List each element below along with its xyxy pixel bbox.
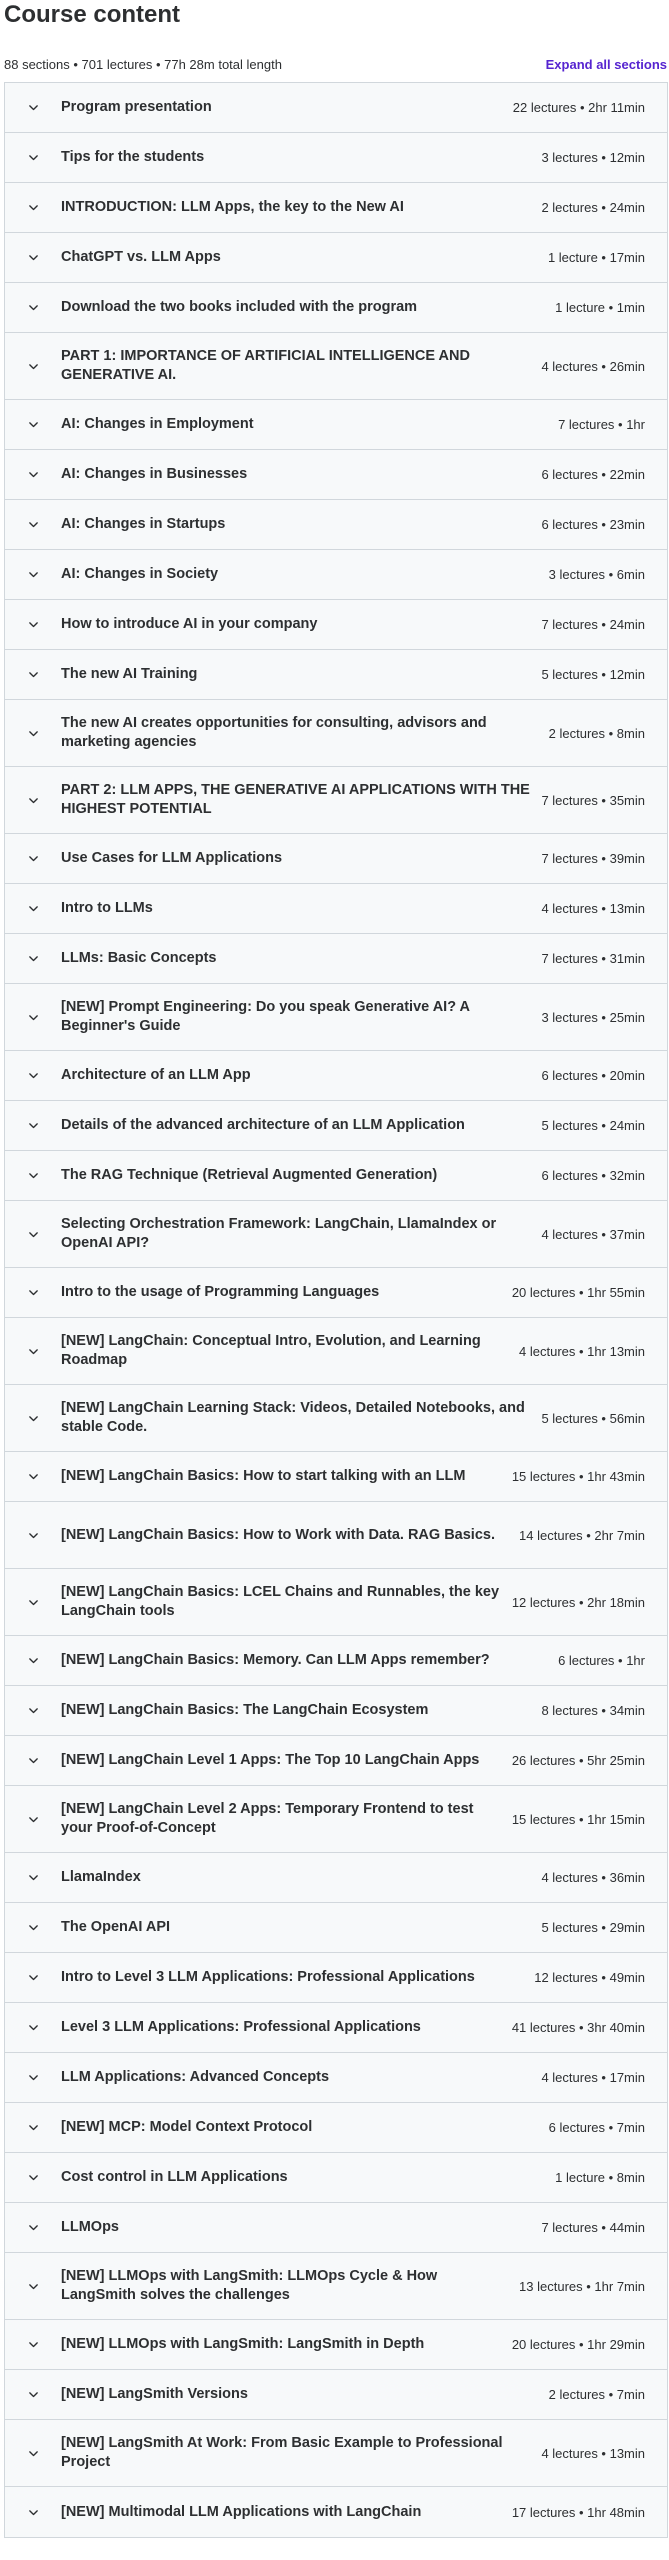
course-summary: 88 sections • 701 lectures • 77h 28m total length bbox=[4, 56, 282, 72]
section-title: AI: Changes in Startups bbox=[61, 516, 226, 532]
section-title: ChatGPT vs. LLM Apps bbox=[61, 249, 221, 265]
section-header[interactable] bbox=[5, 2370, 667, 2420]
section-meta: 7 lectures • 24min bbox=[541, 617, 645, 632]
section-header[interactable] bbox=[5, 1569, 667, 1636]
section-meta: 15 lectures • 1hr 15min bbox=[511, 1811, 645, 1827]
section-title: LlamaIndex bbox=[61, 1869, 141, 1885]
section-header[interactable] bbox=[5, 1903, 667, 1953]
section-header[interactable] bbox=[5, 1318, 667, 1385]
section-meta: 12 lectures • 2hr 18min bbox=[511, 1594, 645, 1610]
chevron-down-icon[interactable] bbox=[5, 1286, 61, 1299]
section-title: The OpenAI API bbox=[61, 1919, 171, 1935]
section-meta: 6 lectures • 20min bbox=[541, 1068, 645, 1083]
section-meta: 3 lectures • 6min bbox=[548, 567, 645, 582]
section-meta: 5 lectures • 12min bbox=[541, 667, 645, 682]
section-title: Intro to Level 3 LLM Applications: Professional Applications bbox=[61, 1969, 475, 1985]
section-title: [NEW] LangChain Basics: Memory. Can LLM Apps remember? bbox=[61, 1652, 490, 1668]
section-meta: 7 lectures • 39min bbox=[541, 851, 645, 866]
chevron-down-icon[interactable] bbox=[5, 618, 61, 631]
section-title: AI: Changes in Employment bbox=[61, 416, 254, 432]
chevron-down-icon[interactable] bbox=[5, 1529, 61, 1542]
section-header[interactable] bbox=[5, 934, 667, 984]
section-meta: 7 lectures • 35min bbox=[541, 792, 645, 808]
section-meta: 8 lectures • 34min bbox=[541, 1703, 645, 1718]
section-header[interactable] bbox=[5, 884, 667, 934]
chevron-down-icon[interactable] bbox=[5, 1971, 61, 1984]
section-meta: 2 lectures • 8min bbox=[548, 725, 645, 741]
section-header[interactable] bbox=[5, 600, 667, 650]
section-header[interactable] bbox=[5, 1736, 667, 1786]
section-title: LLMs: Basic Concepts bbox=[61, 950, 217, 966]
section-meta: 20 lectures • 1hr 55min bbox=[511, 1285, 645, 1300]
section-title: [NEW] Prompt Engineering: Do you speak Generative AI? A Beginner's Guide bbox=[61, 999, 470, 1034]
section-title: Architecture of an LLM App bbox=[61, 1067, 251, 1083]
section-title: LLM Applications: Advanced Concepts bbox=[61, 2069, 330, 2085]
section-meta: 13 lectures • 1hr 7min bbox=[519, 2278, 645, 2294]
section-meta: 3 lectures • 25min bbox=[541, 1009, 645, 1025]
section-header[interactable] bbox=[5, 1452, 667, 1502]
section-header[interactable] bbox=[5, 2420, 667, 2487]
chevron-down-icon[interactable] bbox=[5, 1119, 61, 1132]
section-title: [NEW] LangChain Level 2 Apps: Temporary Frontend to test your Proof-of-Concept bbox=[61, 1801, 474, 1836]
chevron-down-icon[interactable] bbox=[5, 1345, 61, 1358]
section-title: PART 2: LLM APPS, THE GENERATIVE AI APPLICATIONS WITH THE HIGHEST POTENTIAL bbox=[61, 782, 530, 817]
chevron-down-icon[interactable] bbox=[5, 2221, 61, 2234]
section-header[interactable] bbox=[5, 2203, 667, 2253]
chevron-down-icon[interactable] bbox=[5, 1169, 61, 1182]
section-title: [NEW] LangChain: Conceptual Intro, Evolution, and Learning Roadmap bbox=[61, 1333, 481, 1368]
chevron-down-icon[interactable] bbox=[5, 852, 61, 865]
chevron-down-icon[interactable] bbox=[5, 2388, 61, 2401]
chevron-down-icon[interactable] bbox=[5, 2071, 61, 2084]
section-meta: 12 lectures • 49min bbox=[534, 1970, 645, 1985]
chevron-down-icon[interactable] bbox=[5, 1921, 61, 1934]
section-header[interactable] bbox=[5, 283, 667, 333]
section-meta: 2 lectures • 7min bbox=[548, 2387, 645, 2402]
section-meta: 1 lecture • 1min bbox=[555, 300, 645, 315]
section-meta: 4 lectures • 36min bbox=[541, 1870, 645, 1885]
section-header[interactable] bbox=[5, 2003, 667, 2053]
chevron-down-icon[interactable] bbox=[5, 360, 61, 373]
section-header[interactable] bbox=[5, 233, 667, 283]
section-meta: 6 lectures • 22min bbox=[541, 467, 645, 482]
section-meta: 7 lectures • 1hr bbox=[558, 417, 645, 432]
chevron-down-icon[interactable] bbox=[5, 1011, 61, 1024]
chevron-down-icon[interactable] bbox=[5, 1470, 61, 1483]
section-title: [NEW] LangChain Basics: How to start talking with an LLM bbox=[61, 1468, 466, 1484]
chevron-down-icon[interactable] bbox=[5, 418, 61, 431]
section-meta: 4 lectures • 26min bbox=[541, 358, 645, 374]
expand-all-sections-button[interactable]: Expand all sections bbox=[545, 56, 667, 72]
chevron-down-icon[interactable] bbox=[5, 151, 61, 164]
page-title: Course content bbox=[4, 1, 181, 28]
chevron-down-icon[interactable] bbox=[5, 468, 61, 481]
chevron-down-icon[interactable] bbox=[5, 2121, 61, 2134]
section-title: The RAG Technique (Retrieval Augmented Generation) bbox=[61, 1167, 438, 1183]
section-meta: 6 lectures • 7min bbox=[548, 2120, 645, 2135]
section-meta: 4 lectures • 37min bbox=[541, 1226, 645, 1242]
section-meta: 7 lectures • 31min bbox=[541, 951, 645, 966]
section-title: [NEW] LLMOps with LangSmith: LLMOps Cycle & How LangSmith solves the challenges bbox=[61, 2268, 438, 2303]
section-header[interactable] bbox=[5, 550, 667, 600]
section-meta: 17 lectures • 1hr 48min bbox=[511, 2504, 645, 2520]
section-title: AI: Changes in Businesses bbox=[61, 466, 248, 482]
section-header[interactable] bbox=[5, 400, 667, 450]
chevron-down-icon[interactable] bbox=[5, 101, 61, 114]
section-meta: 1 lecture • 8min bbox=[555, 2170, 645, 2185]
chevron-down-icon[interactable] bbox=[5, 2338, 61, 2351]
section-header[interactable] bbox=[5, 500, 667, 550]
section-header[interactable] bbox=[5, 333, 667, 400]
chevron-down-icon[interactable] bbox=[5, 301, 61, 314]
section-header[interactable] bbox=[5, 1636, 667, 1686]
chevron-down-icon[interactable] bbox=[5, 727, 61, 740]
section-header[interactable] bbox=[5, 133, 667, 183]
chevron-down-icon[interactable] bbox=[5, 201, 61, 214]
section-meta: 5 lectures • 24min bbox=[541, 1118, 645, 1133]
section-header[interactable] bbox=[5, 650, 667, 700]
chevron-down-icon[interactable] bbox=[5, 2171, 61, 2184]
section-header[interactable] bbox=[5, 1853, 667, 1903]
section-title: Use Cases for LLM Applications bbox=[61, 850, 283, 866]
chevron-down-icon[interactable] bbox=[5, 518, 61, 531]
chevron-down-icon[interactable] bbox=[5, 2021, 61, 2034]
chevron-down-icon[interactable] bbox=[5, 952, 61, 965]
section-meta: 14 lectures • 2hr 7min bbox=[519, 1527, 645, 1543]
section-title: Selecting Orchestration Framework: LangChain, LlamaIndex or OpenAI API? bbox=[61, 1216, 497, 1251]
section-title: Program presentation bbox=[61, 99, 212, 115]
section-header[interactable] bbox=[5, 2253, 667, 2320]
section-title: AI: Changes in Society bbox=[61, 566, 219, 582]
course-summary-row bbox=[0, 52, 669, 76]
chevron-down-icon[interactable] bbox=[5, 1654, 61, 1667]
section-title: [NEW] LangChain Basics: LCEL Chains and Runnables, the key LangChain tools bbox=[61, 1584, 500, 1619]
section-title: [NEW] LangSmith Versions bbox=[61, 2386, 248, 2402]
chevron-down-icon[interactable] bbox=[5, 2280, 61, 2293]
chevron-down-icon[interactable] bbox=[5, 568, 61, 581]
section-header[interactable] bbox=[5, 450, 667, 500]
section-header[interactable] bbox=[5, 1786, 667, 1853]
section-title: Details of the advanced architecture of an LLM Application bbox=[61, 1117, 465, 1133]
section-header[interactable] bbox=[5, 1051, 667, 1101]
section-title: PART 1: IMPORTANCE OF ARTIFICIAL INTELLIGENCE AND GENERATIVE AI. bbox=[61, 348, 470, 383]
section-header[interactable] bbox=[5, 1502, 667, 1569]
section-title: [NEW] LangChain Level 1 Apps: The Top 10 LangChain Apps bbox=[61, 1752, 480, 1768]
section-title: Intro to LLMs bbox=[61, 900, 153, 916]
section-meta: 41 lectures • 3hr 40min bbox=[511, 2020, 645, 2035]
section-title: [NEW] LangChain Basics: How to Work with Data. RAG Basics. bbox=[61, 1526, 495, 1543]
section-header[interactable] bbox=[5, 767, 667, 834]
section-title: [NEW] MCP: Model Context Protocol bbox=[61, 2119, 313, 2135]
section-header[interactable] bbox=[5, 83, 667, 133]
section-header[interactable] bbox=[5, 183, 667, 233]
section-title: [NEW] Multimodal LLM Applications with LangChain bbox=[61, 2503, 422, 2520]
section-title: Cost control in LLM Applications bbox=[61, 2169, 288, 2185]
section-title: Download the two books included with the program bbox=[61, 299, 418, 315]
section-meta: 5 lectures • 56min bbox=[541, 1410, 645, 1426]
chevron-down-icon[interactable] bbox=[5, 668, 61, 681]
chevron-down-icon[interactable] bbox=[5, 794, 61, 807]
chevron-down-icon[interactable] bbox=[5, 1813, 61, 1826]
section-header[interactable] bbox=[5, 2053, 667, 2103]
section-header[interactable] bbox=[5, 2153, 667, 2203]
section-meta: 7 lectures • 44min bbox=[541, 2220, 645, 2235]
sections-accordion bbox=[4, 82, 668, 2538]
section-meta: 6 lectures • 32min bbox=[541, 1168, 645, 1183]
chevron-down-icon[interactable] bbox=[5, 1704, 61, 1717]
chevron-down-icon[interactable] bbox=[5, 2506, 61, 2519]
section-meta: 5 lectures • 29min bbox=[541, 1920, 645, 1935]
section-header[interactable] bbox=[5, 700, 667, 767]
section-meta: 15 lectures • 1hr 43min bbox=[511, 1469, 645, 1484]
section-title: [NEW] LangChain Learning Stack: Videos, Detailed Notebooks, and stable Code. bbox=[61, 1400, 525, 1435]
section-meta: 2 lectures • 24min bbox=[541, 200, 645, 215]
section-header[interactable] bbox=[5, 2487, 667, 2537]
section-meta: 6 lectures • 23min bbox=[541, 517, 645, 532]
chevron-down-icon[interactable] bbox=[5, 1412, 61, 1425]
section-title: [NEW] LangChain Basics: The LangChain Ecosystem bbox=[61, 1702, 429, 1718]
section-meta: 3 lectures • 12min bbox=[541, 150, 645, 165]
section-title: Intro to the usage of Programming Languages bbox=[61, 1284, 380, 1300]
chevron-down-icon[interactable] bbox=[5, 1596, 61, 1609]
section-title: Level 3 LLM Applications: Professional Applications bbox=[61, 2019, 421, 2035]
section-header[interactable] bbox=[5, 984, 667, 1051]
section-header[interactable] bbox=[5, 1686, 667, 1736]
section-meta: 20 lectures • 1hr 29min bbox=[511, 2337, 645, 2352]
section-meta: 6 lectures • 1hr bbox=[558, 1653, 645, 1668]
section-title: [NEW] LLMOps with LangSmith: LangSmith in Depth bbox=[61, 2336, 425, 2352]
section-title: The new AI creates opportunities for consulting, advisors and marketing agencies bbox=[61, 715, 487, 750]
section-meta: 1 lecture • 17min bbox=[547, 250, 645, 265]
section-header[interactable] bbox=[5, 1151, 667, 1201]
chevron-down-icon[interactable] bbox=[5, 1228, 61, 1241]
section-header[interactable] bbox=[5, 1385, 667, 1452]
chevron-down-icon[interactable] bbox=[5, 251, 61, 264]
section-title: [NEW] LangSmith At Work: From Basic Example to Professional Project bbox=[61, 2435, 503, 2470]
section-meta: 4 lectures • 17min bbox=[541, 2070, 645, 2085]
chevron-down-icon[interactable] bbox=[5, 1754, 61, 1767]
section-title: The new AI Training bbox=[61, 666, 198, 682]
chevron-down-icon[interactable] bbox=[5, 2447, 61, 2460]
section-meta: 4 lectures • 13min bbox=[541, 901, 645, 916]
section-title: How to introduce AI in your company bbox=[61, 616, 318, 632]
section-header[interactable] bbox=[5, 834, 667, 884]
section-header[interactable] bbox=[5, 1201, 667, 1268]
section-header[interactable] bbox=[5, 1953, 667, 2003]
chevron-down-icon[interactable] bbox=[5, 1069, 61, 1082]
section-meta: 4 lectures • 13min bbox=[541, 2445, 645, 2461]
section-title: Tips for the students bbox=[61, 149, 205, 165]
section-header[interactable] bbox=[5, 2320, 667, 2370]
section-meta: 26 lectures • 5hr 25min bbox=[511, 1753, 645, 1768]
section-title: INTRODUCTION: LLM Apps, the key to the New AI bbox=[61, 199, 404, 215]
chevron-down-icon[interactable] bbox=[5, 1871, 61, 1884]
section-title: LLMOps bbox=[61, 2219, 119, 2235]
chevron-down-icon[interactable] bbox=[5, 902, 61, 915]
section-header[interactable] bbox=[5, 1101, 667, 1151]
section-header[interactable] bbox=[5, 1268, 667, 1318]
section-meta: 4 lectures • 1hr 13min bbox=[519, 1343, 645, 1359]
section-header[interactable] bbox=[5, 2103, 667, 2153]
section-meta: 22 lectures • 2hr 11min bbox=[512, 100, 645, 115]
